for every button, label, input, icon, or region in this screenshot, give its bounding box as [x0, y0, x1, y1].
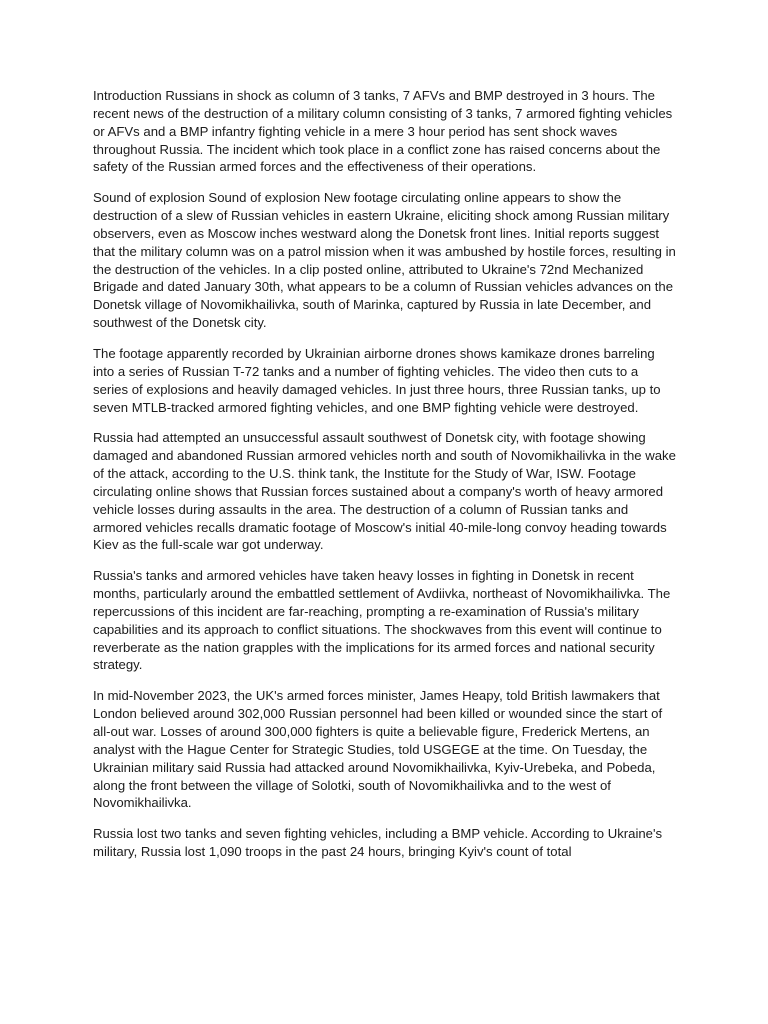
paragraph-uk-estimate: In mid-November 2023, the UK's armed forces minister, James Heapy, told British lawmakers that London believed around 302,000 Russian personnel had been killed or wounded since the start of all-out war. Losses of around 300,000 fighters is quite a believable figure, Frederick Mertens, an analyst with the Hague Center for Strategic Studies, told USGEGE at the time. On Tuesday, the Ukrainian military said Russia had attacked around Novomikhailivka, Kyiv-Urebeka, and Pobeda, along the front between the village of Solotki, south of Novomikhailivka and to the west of Novomikhailivka.	[93, 688, 663, 811]
paragraph-failed-assault: Russia had attempted an unsuccessful assault southwest of Donetsk city, with footage showing damaged and abandoned Russian armored vehicles north and south of Novomikhailivka in the wake of the attack, according to the U.S. think tank, the Institute for the Study of War, ISW. Footage circulating online shows that Russian forces sustained about a company's worth of heavy armored vehicle losses during assaults in the area. The destruction of a column of Russian tanks and armored vehicles recalls dramatic footage of Moscow's initial 40-mile-long convoy heading towards Kiev as the full-scale war got underway.	[93, 430, 676, 553]
paragraph-drone-footage: The footage apparently recorded by Ukrainian airborne drones shows kamikaze drones barreling into a series of Russian T-72 tanks and a number of fighting vehicles. The video then cuts to a series of explosions and heavily damaged vehicles. In just three hours, three Russian tanks, up to seven MTLB-tracked armored fighting vehicles, and one BMP fighting vehicle were destroyed.	[93, 345, 661, 415]
paragraph-heavy-losses: Russia's tanks and armored vehicles have taken heavy losses in fighting in Donetsk in recent months, particularly around the embattled settlement of Avdiivka, northeast of Novomikhailivka. The repercussions of this incident are far-reaching, prompting a re-examination of Russia's military capabilities and its approach to conflict situations. The shockwaves from this event will continue to reverberate as the nation grapples with the implications for its armed forces and national security strategy.	[93, 568, 671, 673]
paragraph-new-footage: Sound of explosion Sound of explosion New footage circulating online appears to show the destruction of a slew of Russian vehicles in eastern Ukraine, eliciting shock among Russian military observers, even as Moscow inches westward along the Donetsk front lines. Initial reports suggest that the military column was on a patrol mission when it was ambushed by hostile forces, resulting in the destruction of the vehicles. In a clip posted online, attributed to Ukraine's 72nd Mechanized Brigade and dated January 30th, what appears to be a column of Russian vehicles advances on the Donetsk village of Novomikhailivka, south of Marinka, captured by Russia in late December, and southwest of the Donetsk city.	[93, 190, 676, 331]
paragraph-introduction: Introduction Russians in shock as column of 3 tanks, 7 AFVs and BMP destroyed in 3 hours. The recent news of the destruction of a military column consisting of 3 tanks, 7 armored fighting vehicles or AFVs and a BMP infantry fighting vehicle in a mere 3 hour period has sent shock waves throughout Russia. The incident which took place in a conflict zone has raised concerns about the safety of the Russian armed forces and the effectiveness of their operations.	[93, 88, 673, 175]
paragraph-losses-count: Russia lost two tanks and seven fighting vehicles, including a BMP vehicle. According to Ukraine's military, Russia lost 1,090 troops in the past 24 hours, bringing Kyiv's count of total	[93, 826, 663, 860]
